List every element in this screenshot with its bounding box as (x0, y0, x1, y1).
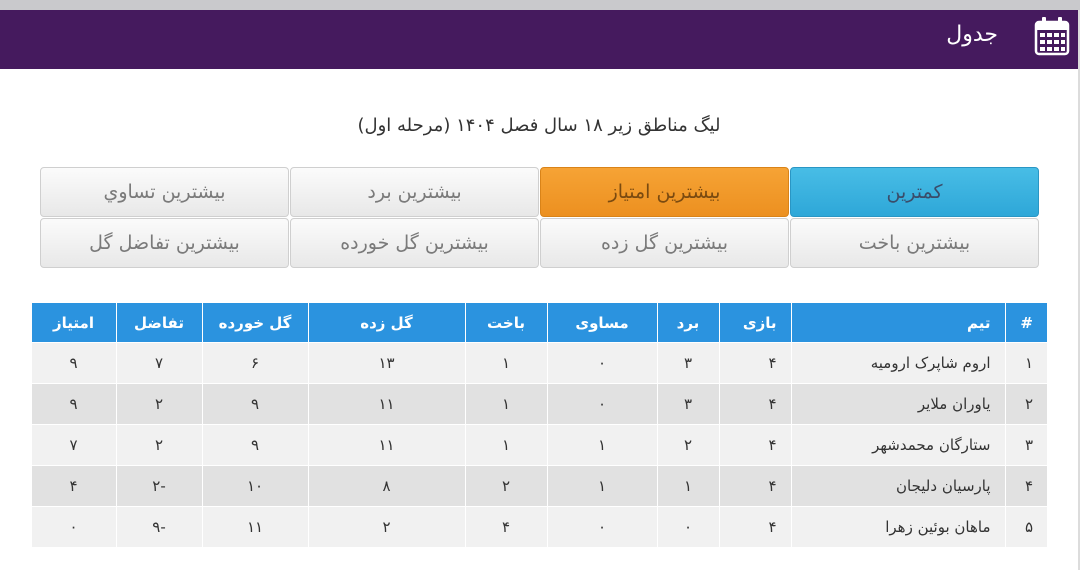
col-goals-against-header: گل خورده (202, 303, 308, 343)
col-won-header: برد (657, 303, 719, 343)
goals-against-cell: ۱۰ (202, 466, 308, 507)
card-header (0, 10, 1078, 69)
goal-diff-cell: ۲ (116, 425, 202, 466)
goals-for-cell: ۱۱ (308, 384, 465, 425)
played-cell: ۴ (719, 384, 791, 425)
header-title: جدول (946, 22, 998, 47)
goal-diff-cell: ۷ (116, 343, 202, 384)
most-wins-button[interactable]: بیشترین برد (290, 167, 539, 217)
goals-against-cell: ۹ (202, 425, 308, 466)
goals-for-cell: ۸ (308, 466, 465, 507)
goal-diff-cell: ۲ (116, 384, 202, 425)
rank-cell: ۱ (1005, 343, 1047, 384)
lost-cell: ۴ (465, 507, 547, 548)
lost-cell: ۱ (465, 384, 547, 425)
col-points-header: امتیاز (31, 303, 116, 343)
team-name-cell: ستارگان محمدشهر (791, 425, 1005, 466)
played-cell: ۴ (719, 507, 791, 548)
won-cell: ۳ (657, 384, 719, 425)
col-rank-header: # (1005, 303, 1047, 343)
table-row (31, 466, 1047, 507)
most-losses-button[interactable]: بیشترین باخت (790, 218, 1039, 268)
table-row (31, 343, 1047, 384)
most-goals-conceded-button[interactable]: بیشترین گل خورده (290, 218, 539, 268)
col-drawn-header: مساوی (547, 303, 657, 343)
won-cell: ۲ (657, 425, 719, 466)
drawn-cell: ۰ (547, 384, 657, 425)
top-status-strip (0, 0, 1080, 10)
most-draws-button[interactable]: بیشترین تساوي (40, 167, 289, 217)
team-name-cell: یاوران ملایر (791, 384, 1005, 425)
most-points-button[interactable]: بیشترین امتیاز (540, 167, 789, 217)
points-cell: ۹ (31, 343, 116, 384)
league-title: لیگ مناطق زیر ۱۸ سال فصل ۱۴۰۴ (مرحله اول) (357, 115, 721, 136)
goals-against-cell: ۱۱ (202, 507, 308, 548)
won-cell: ۰ (657, 507, 719, 548)
table-row (31, 507, 1047, 548)
won-cell: ۳ (657, 343, 719, 384)
points-cell: ۴ (31, 466, 116, 507)
points-cell: ۷ (31, 425, 116, 466)
team-name-cell: ماهان بوئین زهرا (791, 507, 1005, 548)
least-button[interactable]: کمترین (790, 167, 1039, 217)
table-row (31, 425, 1047, 466)
col-lost-header: باخت (465, 303, 547, 343)
rank-cell: ۴ (1005, 466, 1047, 507)
goal-diff-cell: -۲ (116, 466, 202, 507)
goals-against-cell: ۹ (202, 384, 308, 425)
most-goal-difference-button[interactable]: بیشترین تفاضل گل (40, 218, 289, 268)
rank-cell: ۳ (1005, 425, 1047, 466)
standings-card (0, 10, 1080, 570)
table-row (31, 384, 1047, 425)
drawn-cell: ۰ (547, 507, 657, 548)
goals-against-cell: ۶ (202, 343, 308, 384)
team-name-cell: پارسیان دلیجان (791, 466, 1005, 507)
rank-cell: ۲ (1005, 384, 1047, 425)
table-body (31, 343, 1047, 548)
points-cell: ۰ (31, 507, 116, 548)
most-goals-scored-button[interactable]: بیشترین گل زده (540, 218, 789, 268)
goals-for-cell: ۱۳ (308, 343, 465, 384)
standings-table-wrap (31, 303, 1047, 547)
won-cell: ۱ (657, 466, 719, 507)
rank-cell: ۵ (1005, 507, 1047, 548)
drawn-cell: ۰ (547, 343, 657, 384)
drawn-cell: ۱ (547, 466, 657, 507)
played-cell: ۴ (719, 466, 791, 507)
table-header-row (31, 303, 1047, 343)
col-played-header: بازی (719, 303, 791, 343)
lost-cell: ۲ (465, 466, 547, 507)
goal-diff-cell: -۹ (116, 507, 202, 548)
col-team-header: تیم (791, 303, 1005, 343)
goals-for-cell: ۲ (308, 507, 465, 548)
col-goals-for-header: گل زده (308, 303, 465, 343)
lost-cell: ۱ (465, 425, 547, 466)
played-cell: ۴ (719, 343, 791, 384)
col-goal-diff-header: تفاضل (116, 303, 202, 343)
calendar-icon (1034, 16, 1070, 56)
lost-cell: ۱ (465, 343, 547, 384)
goals-for-cell: ۱۱ (308, 425, 465, 466)
played-cell: ۴ (719, 425, 791, 466)
team-name-cell: اروم شاپرک ارومیه (791, 343, 1005, 384)
points-cell: ۹ (31, 384, 116, 425)
standings-table (31, 303, 1048, 547)
drawn-cell: ۱ (547, 425, 657, 466)
